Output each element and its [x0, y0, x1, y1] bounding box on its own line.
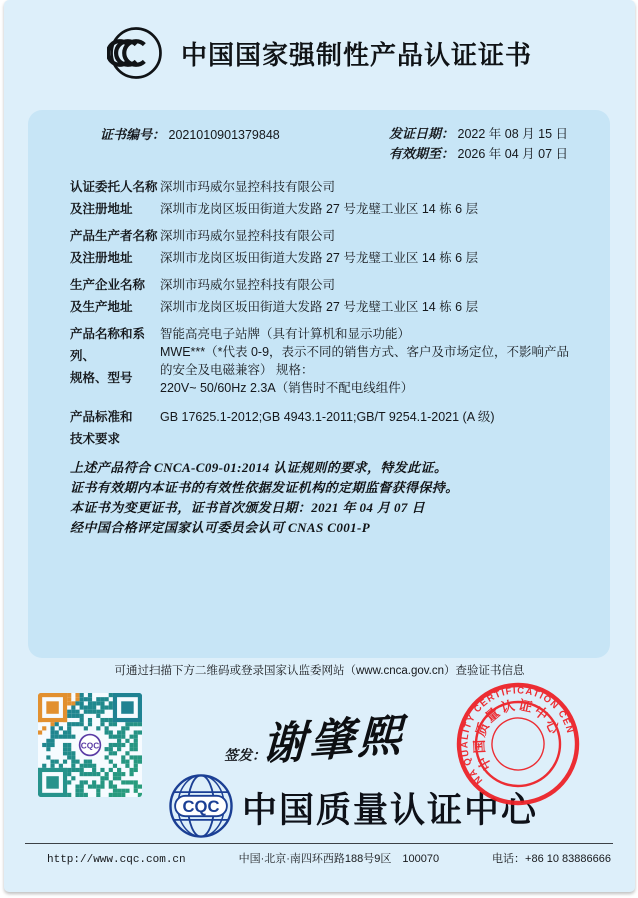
applicant-label-2: 及注册地址 [70, 202, 133, 216]
product-model: MWE***（*代表 0-9，表示不同的销售方式、客户及市场定位，不影响产品的安全及电磁兼容） 规格： [160, 345, 570, 377]
issue-date-value: 2022 年 08 月 15 日 [457, 127, 568, 141]
footer-phone: 电话：+86 10 83886666 [492, 853, 611, 865]
org-name: 中国质量认证中心 [242, 791, 539, 830]
stamp-ring-text: CHINA QUALITY CERTIFICATION CENTRE [459, 685, 576, 786]
sign-label: 签发： [224, 749, 266, 764]
certificate-fields [28, 176, 610, 450]
ccc-logo-icon [107, 24, 165, 82]
field-applicant [70, 176, 580, 220]
expiry-date-label: 有效期至： [389, 146, 455, 161]
cqc-abbr: CQC [182, 797, 220, 817]
note-line: 证书有效期内本证书的有效性依据发证机构的定期监督获得保持。 [70, 480, 459, 495]
manufacturer-address: 深圳市龙岗区坂田街道大发路 27 号龙璧工业区 14 栋 6 层 [160, 300, 479, 314]
footer-address: 中国·北京·南四环西路188号9区 100070 [238, 853, 440, 865]
applicant-name: 深圳市玛威尔显控科技有限公司 [160, 180, 336, 194]
manufacturer-name: 深圳市玛威尔显控科技有限公司 [160, 278, 336, 292]
applicant-label-1: 认证委托人名称 [70, 180, 158, 194]
certificate-page [4, 0, 635, 892]
cert-number-label: 证书编号： [100, 127, 166, 142]
manufacturer-label-1: 生产企业名称 [70, 278, 146, 292]
certificate-notes [70, 458, 610, 538]
field-manufacturer [70, 274, 580, 318]
cqc-globe-icon [164, 769, 238, 843]
product-label-1: 产品名称和系列、 [70, 327, 146, 363]
standards-label-2: 技术要求 [70, 432, 121, 446]
cert-number [100, 124, 280, 164]
product-label-2: 规格、型号 [70, 371, 133, 385]
standards-label-1: 产品标准和 [70, 410, 133, 424]
field-standards [70, 406, 580, 450]
expiry-date-value: 2026 年 04 月 07 日 [457, 147, 568, 161]
issue-date-label: 发证日期： [389, 126, 455, 141]
certificate-info-panel [28, 110, 610, 658]
producer-label-1: 产品生产者名称 [70, 229, 158, 243]
note-line: 本证书为变更证书，证书首次颁发日期：2021 年 04 月 07 日 [70, 500, 425, 515]
svg-text:CQC: CQC [80, 740, 100, 751]
cert-number-row [28, 110, 610, 164]
qr-verification-note: 可通过扫描下方二维码或登录国家认监委网站（www.cnca.gov.cn）查验证书信息 [114, 665, 525, 677]
applicant-address: 深圳市龙岗区坂田街道大发路 27 号龙璧工业区 14 栋 6 层 [160, 202, 479, 216]
producer-label-2: 及注册地址 [70, 251, 133, 265]
producer-name: 深圳市玛威尔显控科技有限公司 [160, 229, 336, 243]
signer-signature: 谢肇熙 [261, 709, 407, 772]
stamp-center-text: 中国质量认证中心 [471, 697, 563, 773]
producer-address: 深圳市龙岗区坂田街道大发路 27 号龙璧工业区 14 栋 6 层 [160, 251, 479, 265]
manufacturer-label-2: 及生产地址 [70, 300, 133, 314]
certificate-header [4, 24, 635, 82]
cert-dates [389, 124, 568, 164]
note-line: 经中国合格评定国家认可委员会认可 CNAS C001-P [70, 520, 371, 535]
product-spec: 220V~ 50/60Hz 2.3A（销售时不配电线组件） [160, 381, 414, 395]
cert-number-value: 2021010901379848 [168, 128, 280, 142]
certificate-title: 中国国家强制性产品认证证书 [180, 39, 532, 70]
standards-value: GB 17625.1-2012;GB 4943.1-2011;GB/T 9254.1-2021 (A 级) [160, 410, 495, 424]
field-producer [70, 225, 580, 269]
page-footer [25, 843, 613, 866]
qr-code [38, 693, 142, 797]
footer-website: http://www.cqc.com.cn [47, 854, 186, 866]
field-product [70, 323, 580, 397]
note-line: 上述产品符合 CNCA-C09-01:2014 认证规则的要求，特发此证。 [70, 460, 448, 475]
product-name: 智能高亮电子站牌（具有计算机和显示功能） [160, 327, 411, 341]
